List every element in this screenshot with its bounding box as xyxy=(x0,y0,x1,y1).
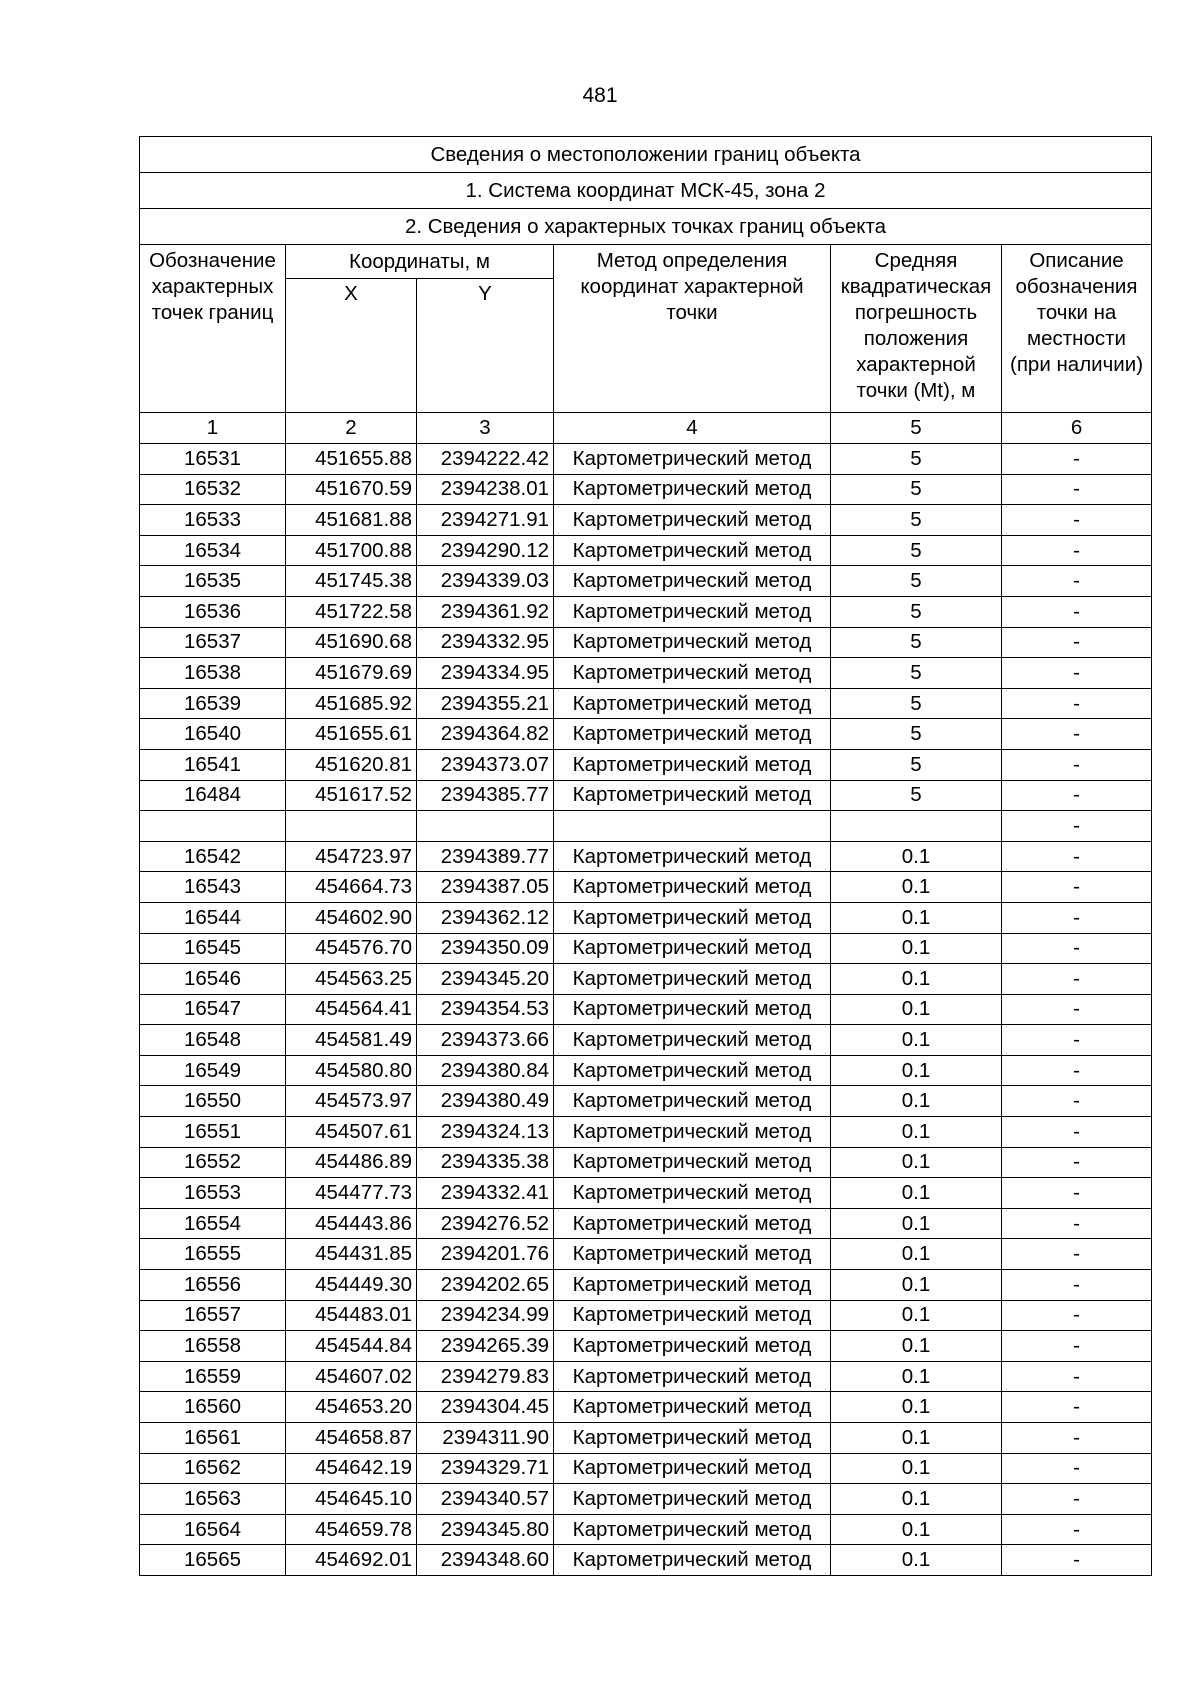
x-coordinate-cell: 451745.38 xyxy=(286,566,417,597)
method-cell: Картометрический метод xyxy=(554,535,831,566)
x-coordinate-cell: 451655.61 xyxy=(286,719,417,750)
point-id-cell: 16564 xyxy=(140,1514,286,1545)
description-cell: - xyxy=(1002,627,1152,658)
description-cell: - xyxy=(1002,811,1152,842)
y-coordinate-cell: 2394332.41 xyxy=(417,1178,554,1209)
error-cell: 0.1 xyxy=(831,933,1002,964)
table-row xyxy=(140,1025,1152,1056)
error-cell: 0.1 xyxy=(831,1331,1002,1362)
point-id-cell: 16549 xyxy=(140,1055,286,1086)
table-row xyxy=(140,1392,1152,1423)
column-number: 2 xyxy=(286,413,417,444)
x-coordinate-cell: 454544.84 xyxy=(286,1331,417,1362)
x-coordinate-cell: 454486.89 xyxy=(286,1147,417,1178)
x-coordinate-cell xyxy=(286,811,417,842)
error-cell: 0.1 xyxy=(831,1208,1002,1239)
table-row xyxy=(140,780,1152,811)
method-cell: Картометрический метод xyxy=(554,964,831,995)
point-id-cell: 16561 xyxy=(140,1423,286,1454)
point-id-cell xyxy=(140,811,286,842)
error-cell: 0.1 xyxy=(831,1453,1002,1484)
point-id-cell: 16534 xyxy=(140,535,286,566)
y-coordinate-cell: 2394335.38 xyxy=(417,1147,554,1178)
description-cell: - xyxy=(1002,596,1152,627)
point-id-cell: 16532 xyxy=(140,474,286,505)
x-coordinate-cell: 451670.59 xyxy=(286,474,417,505)
point-id-cell: 16535 xyxy=(140,566,286,597)
description-cell: - xyxy=(1002,1545,1152,1576)
point-id-cell: 16565 xyxy=(140,1545,286,1576)
x-coordinate-cell: 454581.49 xyxy=(286,1025,417,1056)
description-cell: - xyxy=(1002,841,1152,872)
method-cell: Картометрический метод xyxy=(554,1545,831,1576)
y-coordinate-cell: 2394373.66 xyxy=(417,1025,554,1056)
method-cell: Картометрический метод xyxy=(554,1331,831,1362)
table-row xyxy=(140,841,1152,872)
table-row xyxy=(140,872,1152,903)
table-row xyxy=(140,1423,1152,1454)
table-row xyxy=(140,1086,1152,1117)
point-id-cell: 16536 xyxy=(140,596,286,627)
error-cell: 5 xyxy=(831,658,1002,689)
error-cell: 0.1 xyxy=(831,1055,1002,1086)
y-coordinate-cell: 2394385.77 xyxy=(417,780,554,811)
column-number: 3 xyxy=(417,413,554,444)
description-cell: - xyxy=(1002,1208,1152,1239)
description-cell: - xyxy=(1002,1055,1152,1086)
y-coordinate-cell: 2394339.03 xyxy=(417,566,554,597)
error-cell: 0.1 xyxy=(831,872,1002,903)
description-cell: - xyxy=(1002,994,1152,1025)
column-number: 6 xyxy=(1002,413,1152,444)
table-row xyxy=(140,444,1152,475)
x-coordinate-cell: 454477.73 xyxy=(286,1178,417,1209)
method-cell: Картометрический метод xyxy=(554,1270,831,1301)
description-cell: - xyxy=(1002,474,1152,505)
coordinate-system-heading: 1. Система координат МСК-45, зона 2 xyxy=(140,173,1152,209)
method-cell: Картометрический метод xyxy=(554,688,831,719)
y-coordinate-cell: 2394304.45 xyxy=(417,1392,554,1423)
error-cell: 0.1 xyxy=(831,1270,1002,1301)
column-number: 1 xyxy=(140,413,286,444)
x-coordinate-cell: 454580.80 xyxy=(286,1055,417,1086)
header-description: Описание обозначения точки на местности (при наличии) xyxy=(1002,245,1152,413)
error-cell: 0.1 xyxy=(831,1025,1002,1056)
method-cell: Картометрический метод xyxy=(554,1147,831,1178)
column-number: 4 xyxy=(554,413,831,444)
point-id-cell: 16531 xyxy=(140,444,286,475)
method-cell: Картометрический метод xyxy=(554,1208,831,1239)
method-cell: Картометрический метод xyxy=(554,1361,831,1392)
error-cell: 0.1 xyxy=(831,1300,1002,1331)
method-cell: Картометрический метод xyxy=(554,1484,831,1515)
description-cell: - xyxy=(1002,1086,1152,1117)
description-cell: - xyxy=(1002,1423,1152,1454)
table-row xyxy=(140,505,1152,536)
point-id-cell: 16540 xyxy=(140,719,286,750)
error-cell: 0.1 xyxy=(831,902,1002,933)
method-cell: Картометрический метод xyxy=(554,474,831,505)
method-cell: Картометрический метод xyxy=(554,994,831,1025)
table-row xyxy=(140,1117,1152,1148)
x-coordinate-cell: 451620.81 xyxy=(286,749,417,780)
description-cell: - xyxy=(1002,535,1152,566)
y-coordinate-cell: 2394345.20 xyxy=(417,964,554,995)
header-y: Y xyxy=(417,279,554,413)
point-id-cell: 16539 xyxy=(140,688,286,719)
table-row xyxy=(140,1331,1152,1362)
y-coordinate-cell: 2394380.84 xyxy=(417,1055,554,1086)
page-number: 481 xyxy=(582,84,618,107)
table-row xyxy=(140,811,1152,842)
y-coordinate-cell: 2394311.90 xyxy=(417,1423,554,1454)
error-cell: 5 xyxy=(831,627,1002,658)
y-coordinate-cell: 2394201.76 xyxy=(417,1239,554,1270)
point-id-cell: 16543 xyxy=(140,872,286,903)
error-cell: 0.1 xyxy=(831,1086,1002,1117)
y-coordinate-cell: 2394340.57 xyxy=(417,1484,554,1515)
point-id-cell: 16548 xyxy=(140,1025,286,1056)
error-cell xyxy=(831,811,1002,842)
point-id-cell: 16554 xyxy=(140,1208,286,1239)
y-coordinate-cell: 2394279.83 xyxy=(417,1361,554,1392)
y-coordinate-cell: 2394334.95 xyxy=(417,658,554,689)
table-row xyxy=(140,1239,1152,1270)
x-coordinate-cell: 454564.41 xyxy=(286,994,417,1025)
x-coordinate-cell: 451655.88 xyxy=(286,444,417,475)
method-cell: Картометрический метод xyxy=(554,933,831,964)
table-body xyxy=(140,444,1152,1576)
x-coordinate-cell: 454692.01 xyxy=(286,1545,417,1576)
method-cell: Картометрический метод xyxy=(554,872,831,903)
table-row xyxy=(140,474,1152,505)
point-id-cell: 16533 xyxy=(140,505,286,536)
description-cell: - xyxy=(1002,933,1152,964)
x-coordinate-cell: 454507.61 xyxy=(286,1117,417,1148)
y-coordinate-cell: 2394355.21 xyxy=(417,688,554,719)
method-cell: Картометрический метод xyxy=(554,1514,831,1545)
y-coordinate-cell: 2394202.65 xyxy=(417,1270,554,1301)
x-coordinate-cell: 454443.86 xyxy=(286,1208,417,1239)
description-cell: - xyxy=(1002,719,1152,750)
table-row xyxy=(140,627,1152,658)
error-cell: 5 xyxy=(831,780,1002,811)
method-cell: Картометрический метод xyxy=(554,780,831,811)
y-coordinate-cell: 2394361.92 xyxy=(417,596,554,627)
points-section-heading: 2. Сведения о характерных точках границ объекта xyxy=(140,209,1152,245)
error-cell: 5 xyxy=(831,474,1002,505)
table-row xyxy=(140,688,1152,719)
x-coordinate-cell: 454449.30 xyxy=(286,1270,417,1301)
column-number-row xyxy=(140,413,1152,444)
x-coordinate-cell: 454563.25 xyxy=(286,964,417,995)
description-cell: - xyxy=(1002,1331,1152,1362)
description-cell: - xyxy=(1002,872,1152,903)
y-coordinate-cell: 2394234.99 xyxy=(417,1300,554,1331)
y-coordinate-cell: 2394238.01 xyxy=(417,474,554,505)
method-cell: Картометрический метод xyxy=(554,1117,831,1148)
x-coordinate-cell: 454658.87 xyxy=(286,1423,417,1454)
description-cell: - xyxy=(1002,1484,1152,1515)
point-id-cell: 16563 xyxy=(140,1484,286,1515)
error-cell: 5 xyxy=(831,535,1002,566)
table-row xyxy=(140,535,1152,566)
error-cell: 5 xyxy=(831,749,1002,780)
x-coordinate-cell: 454645.10 xyxy=(286,1484,417,1515)
method-cell: Картометрический метод xyxy=(554,1086,831,1117)
description-cell: - xyxy=(1002,688,1152,719)
x-coordinate-cell: 454573.97 xyxy=(286,1086,417,1117)
description-cell: - xyxy=(1002,964,1152,995)
point-id-cell: 16559 xyxy=(140,1361,286,1392)
error-cell: 5 xyxy=(831,566,1002,597)
table-row xyxy=(140,1361,1152,1392)
table-row xyxy=(140,1514,1152,1545)
x-coordinate-cell: 454723.97 xyxy=(286,841,417,872)
y-coordinate-cell xyxy=(417,811,554,842)
error-cell: 0.1 xyxy=(831,1545,1002,1576)
table-row xyxy=(140,719,1152,750)
column-number: 5 xyxy=(831,413,1002,444)
method-cell: Картометрический метод xyxy=(554,505,831,536)
description-cell: - xyxy=(1002,505,1152,536)
method-cell: Картометрический метод xyxy=(554,749,831,780)
coordinates-table xyxy=(139,136,1152,1576)
y-coordinate-cell: 2394389.77 xyxy=(417,841,554,872)
error-cell: 0.1 xyxy=(831,1484,1002,1515)
x-coordinate-cell: 451681.88 xyxy=(286,505,417,536)
table-row xyxy=(140,1545,1152,1576)
error-cell: 0.1 xyxy=(831,1147,1002,1178)
method-cell: Картометрический метод xyxy=(554,719,831,750)
description-cell: - xyxy=(1002,1117,1152,1148)
point-id-cell: 16484 xyxy=(140,780,286,811)
error-cell: 0.1 xyxy=(831,964,1002,995)
method-cell: Картометрический метод xyxy=(554,1300,831,1331)
y-coordinate-cell: 2394348.60 xyxy=(417,1545,554,1576)
point-id-cell: 16552 xyxy=(140,1147,286,1178)
method-cell: Картометрический метод xyxy=(554,902,831,933)
x-coordinate-cell: 454659.78 xyxy=(286,1514,417,1545)
header-coordinates: Координаты, м xyxy=(286,245,554,279)
error-cell: 5 xyxy=(831,505,1002,536)
error-cell: 5 xyxy=(831,596,1002,627)
y-coordinate-cell: 2394265.39 xyxy=(417,1331,554,1362)
description-cell: - xyxy=(1002,1147,1152,1178)
error-cell: 0.1 xyxy=(831,841,1002,872)
error-cell: 5 xyxy=(831,719,1002,750)
error-cell: 0.1 xyxy=(831,1514,1002,1545)
table-row xyxy=(140,566,1152,597)
point-id-cell: 16545 xyxy=(140,933,286,964)
point-id-cell: 16555 xyxy=(140,1239,286,1270)
point-id-cell: 16562 xyxy=(140,1453,286,1484)
error-cell: 5 xyxy=(831,444,1002,475)
method-cell: Картометрический метод xyxy=(554,1055,831,1086)
description-cell: - xyxy=(1002,1514,1152,1545)
header-x: X xyxy=(286,279,417,413)
x-coordinate-cell: 451617.52 xyxy=(286,780,417,811)
description-cell: - xyxy=(1002,658,1152,689)
table-row xyxy=(140,902,1152,933)
description-cell: - xyxy=(1002,1270,1152,1301)
x-coordinate-cell: 454653.20 xyxy=(286,1392,417,1423)
y-coordinate-cell: 2394387.05 xyxy=(417,872,554,903)
method-cell: Картометрический метод xyxy=(554,1423,831,1454)
description-cell: - xyxy=(1002,1178,1152,1209)
y-coordinate-cell: 2394350.09 xyxy=(417,933,554,964)
description-cell: - xyxy=(1002,1025,1152,1056)
description-cell: - xyxy=(1002,1392,1152,1423)
description-cell: - xyxy=(1002,444,1152,475)
table-row xyxy=(140,749,1152,780)
point-id-cell: 16558 xyxy=(140,1331,286,1362)
point-id-cell: 16556 xyxy=(140,1270,286,1301)
y-coordinate-cell: 2394362.12 xyxy=(417,902,554,933)
method-cell: Картометрический метод xyxy=(554,658,831,689)
y-coordinate-cell: 2394329.71 xyxy=(417,1453,554,1484)
method-cell xyxy=(554,811,831,842)
method-cell: Картометрический метод xyxy=(554,1453,831,1484)
table-row xyxy=(140,1300,1152,1331)
point-id-cell: 16550 xyxy=(140,1086,286,1117)
x-coordinate-cell: 451690.68 xyxy=(286,627,417,658)
description-cell: - xyxy=(1002,1239,1152,1270)
table-row xyxy=(140,1055,1152,1086)
point-id-cell: 16541 xyxy=(140,749,286,780)
y-coordinate-cell: 2394324.13 xyxy=(417,1117,554,1148)
error-cell: 0.1 xyxy=(831,1178,1002,1209)
point-id-cell: 16553 xyxy=(140,1178,286,1209)
x-coordinate-cell: 451722.58 xyxy=(286,596,417,627)
table-row xyxy=(140,1270,1152,1301)
y-coordinate-cell: 2394276.52 xyxy=(417,1208,554,1239)
header-method: Метод определения координат характерной точки xyxy=(554,245,831,413)
table-row xyxy=(140,1178,1152,1209)
description-cell: - xyxy=(1002,749,1152,780)
x-coordinate-cell: 454576.70 xyxy=(286,933,417,964)
method-cell: Картометрический метод xyxy=(554,627,831,658)
table-row xyxy=(140,933,1152,964)
y-coordinate-cell: 2394290.12 xyxy=(417,535,554,566)
point-id-cell: 16537 xyxy=(140,627,286,658)
y-coordinate-cell: 2394364.82 xyxy=(417,719,554,750)
error-cell: 0.1 xyxy=(831,1423,1002,1454)
table-title: Сведения о местоположении границ объекта xyxy=(140,137,1152,173)
table-row xyxy=(140,1208,1152,1239)
description-cell: - xyxy=(1002,1361,1152,1392)
error-cell: 0.1 xyxy=(831,1392,1002,1423)
description-cell: - xyxy=(1002,1453,1152,1484)
method-cell: Картометрический метод xyxy=(554,596,831,627)
x-coordinate-cell: 454642.19 xyxy=(286,1453,417,1484)
error-cell: 0.1 xyxy=(831,1239,1002,1270)
table-row xyxy=(140,1484,1152,1515)
header-error: Средняя квадратическая погрешность положения характерной точки (Mt), м xyxy=(831,245,1002,413)
point-id-cell: 16542 xyxy=(140,841,286,872)
table-row xyxy=(140,658,1152,689)
y-coordinate-cell: 2394345.80 xyxy=(417,1514,554,1545)
x-coordinate-cell: 454607.02 xyxy=(286,1361,417,1392)
table-row xyxy=(140,1147,1152,1178)
point-id-cell: 16560 xyxy=(140,1392,286,1423)
point-id-cell: 16551 xyxy=(140,1117,286,1148)
point-id-cell: 16557 xyxy=(140,1300,286,1331)
y-coordinate-cell: 2394332.95 xyxy=(417,627,554,658)
y-coordinate-cell: 2394354.53 xyxy=(417,994,554,1025)
header-designation: Обозначение характерных точек границ xyxy=(140,245,286,413)
method-cell: Картометрический метод xyxy=(554,1178,831,1209)
method-cell: Картометрический метод xyxy=(554,1239,831,1270)
description-cell: - xyxy=(1002,1300,1152,1331)
description-cell: - xyxy=(1002,902,1152,933)
point-id-cell: 16547 xyxy=(140,994,286,1025)
x-coordinate-cell: 451700.88 xyxy=(286,535,417,566)
error-cell: 0.1 xyxy=(831,1117,1002,1148)
error-cell: 0.1 xyxy=(831,1361,1002,1392)
table-row xyxy=(140,1453,1152,1484)
x-coordinate-cell: 454431.85 xyxy=(286,1239,417,1270)
y-coordinate-cell: 2394373.07 xyxy=(417,749,554,780)
x-coordinate-cell: 454483.01 xyxy=(286,1300,417,1331)
error-cell: 0.1 xyxy=(831,994,1002,1025)
y-coordinate-cell: 2394222.42 xyxy=(417,444,554,475)
y-coordinate-cell: 2394380.49 xyxy=(417,1086,554,1117)
description-cell: - xyxy=(1002,780,1152,811)
method-cell: Картометрический метод xyxy=(554,1392,831,1423)
point-id-cell: 16544 xyxy=(140,902,286,933)
table-row xyxy=(140,994,1152,1025)
table-row xyxy=(140,964,1152,995)
point-id-cell: 16546 xyxy=(140,964,286,995)
method-cell: Картометрический метод xyxy=(554,841,831,872)
x-coordinate-cell: 454602.90 xyxy=(286,902,417,933)
table-row xyxy=(140,596,1152,627)
method-cell: Картометрический метод xyxy=(554,444,831,475)
description-cell: - xyxy=(1002,566,1152,597)
method-cell: Картометрический метод xyxy=(554,1025,831,1056)
x-coordinate-cell: 451679.69 xyxy=(286,658,417,689)
y-coordinate-cell: 2394271.91 xyxy=(417,505,554,536)
method-cell: Картометрический метод xyxy=(554,566,831,597)
x-coordinate-cell: 454664.73 xyxy=(286,872,417,903)
error-cell: 5 xyxy=(831,688,1002,719)
x-coordinate-cell: 451685.92 xyxy=(286,688,417,719)
point-id-cell: 16538 xyxy=(140,658,286,689)
